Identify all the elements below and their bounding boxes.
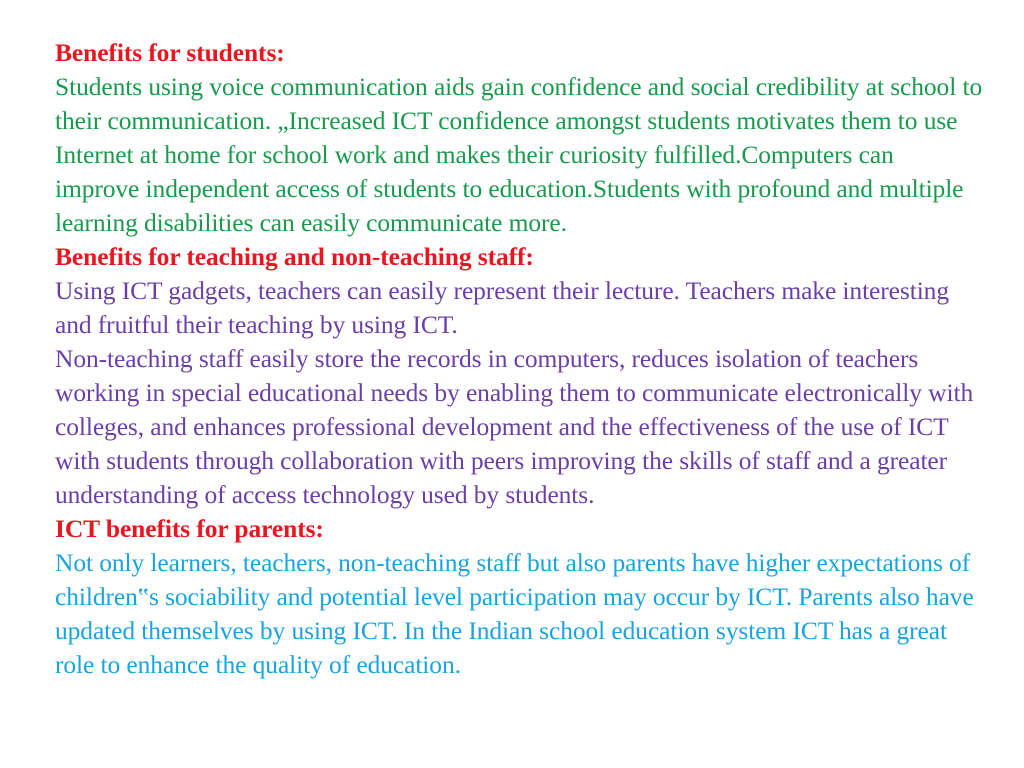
staff-paragraph-non-teaching: Non-teaching staff easily store the records in computers, reduces isolation of teachers working in special educational needs by enabling them to communicate electronically with colleges, and enhances professional development and the effectiveness of the use of ICT with students through collaboration with peers improving the skills of staff and a greater understanding of access technology used by students. — [55, 344, 974, 509]
students-heading: Benefits for students: — [55, 38, 285, 67]
parents-heading: ICT benefits for parents: — [55, 514, 324, 543]
parents-paragraph: Not only learners, teachers, non-teaching staff but also parents have higher expectations of children‟s sociability and potential level participation may occur by ICT. Parents also have updated themselves by using ICT. In the Indian school education system ICT has a great role to enhance the quality of education. — [55, 548, 974, 679]
staff-heading: Benefits for teaching and non-teaching staff: — [55, 242, 534, 271]
staff-paragraph-teachers: Using ICT gadgets, teachers can easily represent their lecture. Teachers make interesting and fruitful their teaching by using ICT. — [55, 276, 949, 339]
students-paragraph: Students using voice communication aids gain confidence and social credibility at school to their communication. „Increased ICT confidence amongst students motivates them to use Internet at home for school work and makes their curiosity fulfilled.Computers can improve independent access of students to education.Students with profound and multiple learning disabilities can easily communicate more. — [55, 72, 983, 237]
